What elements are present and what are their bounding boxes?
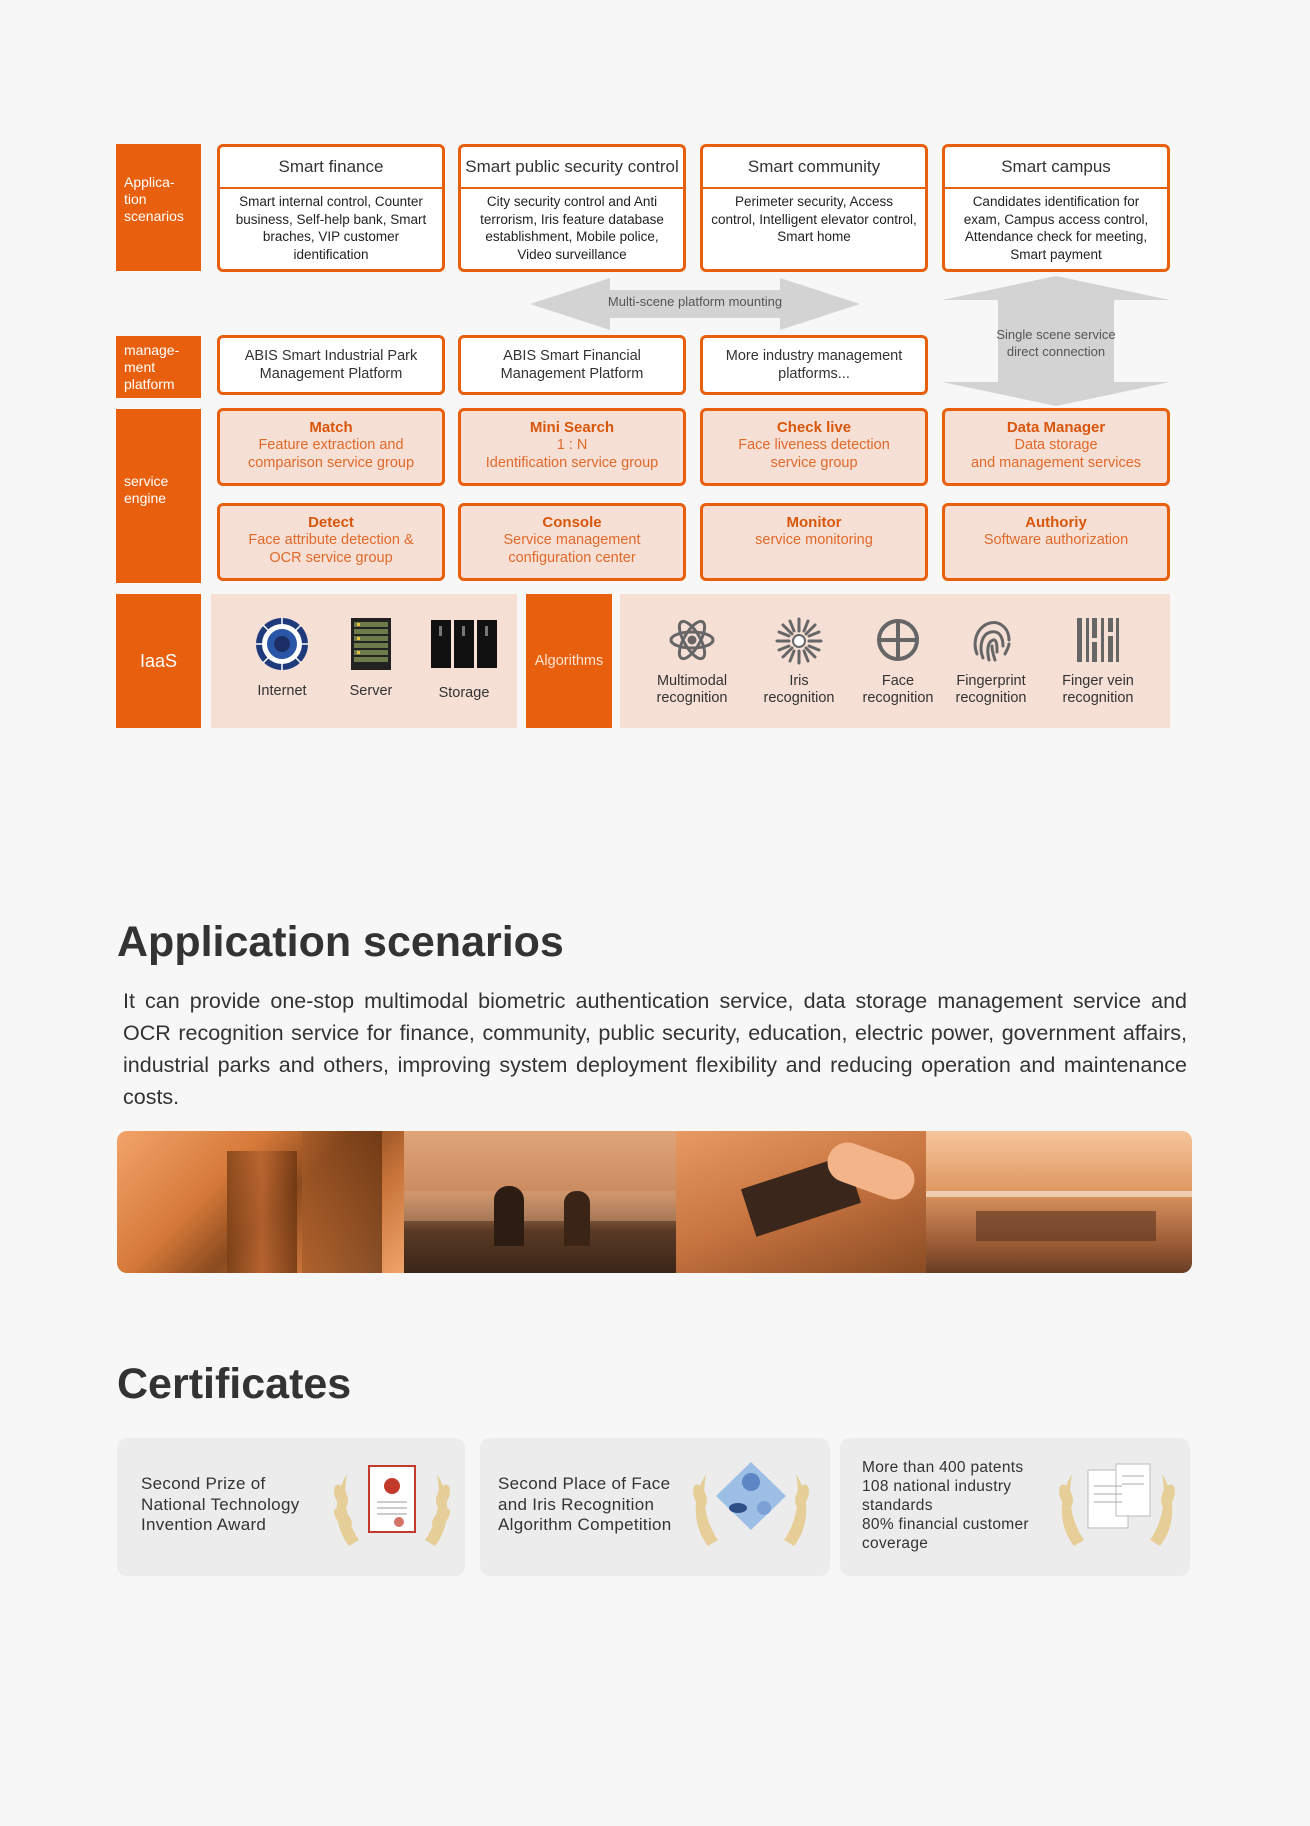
service-desc: Software authorization	[983, 532, 1129, 548]
algo-finger-vein	[1050, 616, 1146, 707]
infra-label: Server	[349, 683, 393, 699]
service-card-mini-search	[458, 408, 686, 486]
storage-icon	[431, 620, 497, 668]
infra-label: Internet	[257, 683, 307, 699]
face-icon	[874, 616, 922, 664]
certificate-text: Second Prize of National Technology Invention Award	[141, 1474, 300, 1534]
certificate-text: More than 400 patents 108 national industry standards 80% financial customer coverage	[862, 1459, 1029, 1552]
service-title: Match	[309, 419, 353, 436]
mgmt-card-more	[700, 335, 928, 395]
certificate-card-patents	[840, 1438, 1190, 1576]
certificate-card-prize	[117, 1438, 465, 1576]
laurel-certificate-icon	[329, 1456, 455, 1560]
algo-label: Face recognition	[862, 673, 934, 706]
infra-server	[341, 618, 401, 700]
algo-fingerprint	[948, 616, 1034, 707]
fingerprint-icon	[967, 616, 1015, 664]
app-card-desc: Smart internal control, Counter business, Self-help bank, Smart braches, VIP customer identification	[235, 194, 427, 262]
service-desc: Face attribute detection & OCR service group	[248, 532, 414, 566]
app-card-smart-finance	[217, 144, 445, 272]
service-title: Mini Search	[529, 419, 615, 436]
row-label-iaas: IaaS	[116, 594, 201, 728]
finger-vein-icon	[1075, 616, 1121, 664]
app-card-smart-campus	[942, 144, 1170, 272]
mgmt-card-label: More industry management platforms...	[725, 348, 903, 382]
algo-label: Finger vein recognition	[1062, 673, 1134, 706]
mgmt-card-label: ABIS Smart Financial Management Platform	[500, 348, 644, 382]
certificates-title: Certificates	[117, 1360, 352, 1408]
service-desc: Feature extraction and comparison service group	[247, 437, 415, 471]
mgmt-card-industrial-park	[217, 335, 445, 395]
app-card-title: Smart community	[703, 147, 925, 189]
service-title: Monitor	[786, 514, 842, 531]
service-title: Authoriy	[1025, 514, 1087, 531]
row-label-management: manage- ment platform	[116, 336, 201, 398]
scenarios-title: Application scenarios	[117, 918, 564, 966]
service-desc: Data storage and management services	[970, 437, 1142, 471]
service-title: Data Manager	[1006, 419, 1106, 436]
scenario-photo-strip	[117, 1131, 1192, 1273]
server-icon	[351, 618, 391, 670]
service-card-console	[458, 503, 686, 581]
infra-label: Storage	[438, 685, 490, 701]
service-card-detect	[217, 503, 445, 581]
service-title: Check live	[776, 419, 852, 436]
atom-icon	[668, 616, 716, 664]
algo-label: Multimodal recognition	[656, 673, 728, 706]
algo-face	[856, 616, 940, 707]
service-card-check-live	[700, 408, 928, 486]
photo-graduation	[676, 1131, 926, 1273]
infra-storage	[426, 620, 502, 702]
app-card-title: Smart finance	[220, 147, 442, 189]
laurel-documents-icon	[1054, 1456, 1180, 1560]
certificate-text: Second Place of Face and Iris Recognition Algorithm Competition	[498, 1474, 672, 1534]
infra-internet	[246, 616, 318, 700]
service-desc: service monitoring	[755, 532, 873, 548]
mgmt-card-label: ABIS Smart Industrial Park Management Platform	[244, 348, 418, 382]
photo-office	[926, 1131, 1192, 1273]
certificate-card-competition	[480, 1438, 830, 1576]
app-card-smart-public-security	[458, 144, 686, 272]
laurel-biometric-icon	[688, 1456, 814, 1560]
app-card-desc: Candidates identification for exam, Campus access control, Attendance check for meeting, Smart payment	[963, 194, 1149, 262]
app-card-desc: Perimeter security, Access control, Intelligent elevator control, Smart home	[711, 194, 917, 244]
service-desc: Service management configuration center	[503, 532, 641, 566]
photo-buildings	[117, 1131, 404, 1273]
service-card-monitor	[700, 503, 928, 581]
infrastructure-panel	[211, 594, 517, 728]
globe-icon	[254, 616, 310, 672]
service-card-data-manager	[942, 408, 1170, 486]
app-card-title: Smart campus	[945, 147, 1167, 189]
algo-iris	[758, 616, 840, 707]
row-label-application: Applica- tion scenarios	[116, 144, 201, 271]
iris-icon	[774, 616, 824, 666]
mgmt-card-financial	[458, 335, 686, 395]
app-card-title: Smart public security control	[461, 147, 683, 189]
service-desc: Face liveness detection service group	[738, 437, 890, 471]
service-desc: 1 : N Identification service group	[485, 437, 659, 471]
single-scene-label: Single scene service direct connection	[996, 327, 1116, 359]
algo-label: Fingerprint recognition	[955, 673, 1027, 706]
algorithms-panel	[620, 594, 1170, 728]
photo-service-counter	[404, 1131, 676, 1273]
app-card-desc: City security control and Anti terrorism, Iris feature database establishment, Mobile police, Video surveillance	[480, 194, 664, 262]
service-title: Detect	[308, 514, 354, 531]
multi-scene-label: Multi-scene platform mounting	[607, 294, 783, 309]
service-title: Console	[542, 514, 602, 531]
algorithms-label: Algorithms	[526, 594, 612, 728]
service-card-match	[217, 408, 445, 486]
app-card-smart-community	[700, 144, 928, 272]
algo-multimodal	[642, 616, 742, 707]
service-card-authoriy	[942, 503, 1170, 581]
scenarios-text: It can provide one-stop multimodal biometric authentication service, data storage management service and OCR recognition service for finance, community, public security, education, electric power, government affairs, industrial parks and others, improving system deployment flexibility and reducing operation and maintenance costs.	[123, 989, 1187, 1109]
algo-label: Iris recognition	[763, 673, 835, 706]
row-label-service: service engine	[116, 409, 201, 583]
